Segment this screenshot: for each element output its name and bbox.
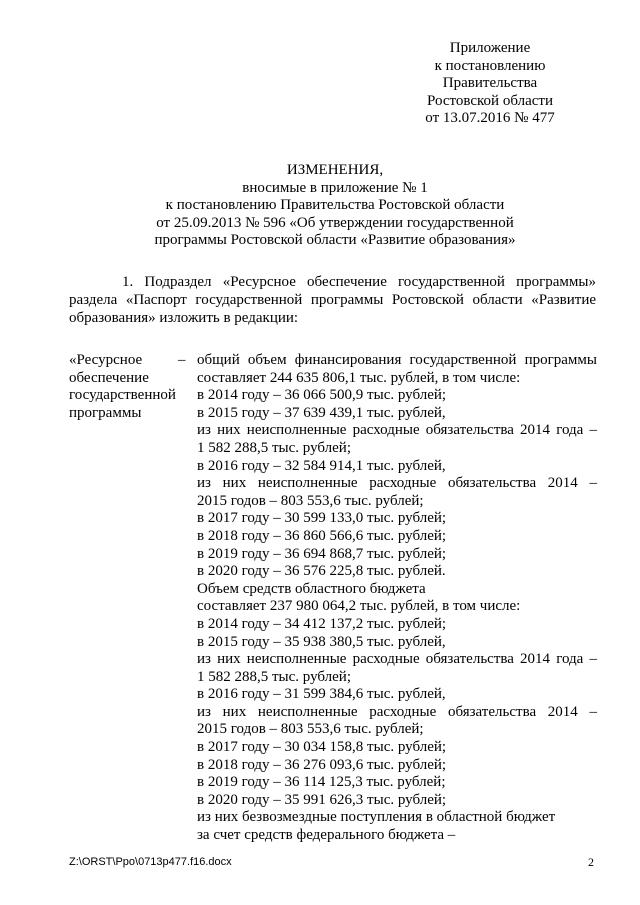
content-line: в 2016 году – 31 599 384,6 тыс. рублей,: [197, 686, 446, 703]
appendix-header: [390, 40, 590, 128]
content-line: составляет 237 980 064,2 тыс. рублей, в том числе:: [197, 598, 521, 615]
resource-label: [69, 352, 179, 422]
appendix-line: Правительства: [442, 75, 538, 92]
content-line: Объем средств областного бюджета: [197, 580, 426, 597]
content-line: в 2014 году – 34 412 137,2 тыс. рублей;: [197, 615, 447, 632]
content-line: за счет средств федерального бюджета –: [197, 827, 456, 844]
content-line: в 2014 году – 36 066 500,9 тыс. рублей;: [197, 387, 447, 404]
paragraph-line: 1. Подраздел «Ресурсное обеспечение государственной программы»: [122, 274, 596, 290]
content-line: в 2015 году – 37 639 439,1 тыс. рублей,: [197, 404, 446, 421]
content-line: из них неисполненные расходные обязательства 2014 года –: [197, 422, 597, 439]
content-line: составляет 244 635 806,1 тыс. рублей, в том числе:: [197, 369, 521, 386]
content-line: в 2015 году – 35 938 380,5 тыс. рублей,: [197, 633, 446, 650]
resource-content: [197, 352, 597, 845]
content-line: в 2019 году – 36 114 125,3 тыс. рублей;: [197, 774, 446, 791]
label-line: обеспечение: [69, 369, 149, 386]
content-line: из них неисполненные расходные обязательства 2014 –: [197, 703, 597, 720]
file-path-footer: Z:\ORST\Ppo\0713p477.f16.docx: [69, 856, 232, 868]
label-line: программы: [69, 404, 142, 421]
title-line: программы Ростовской области «Развитие образования»: [154, 232, 516, 249]
content-line: в 2017 году – 30 034 158,8 тыс. рублей;: [197, 739, 447, 756]
title-line: к постановлению Правительства Ростовской области: [165, 197, 505, 214]
content-line: из них безвозмездные поступления в областной бюджет: [197, 809, 556, 826]
appendix-line: от 13.07.2016 № 477: [425, 110, 555, 127]
content-line: в 2020 году – 36 576 225,8 тыс. рублей.: [197, 563, 446, 580]
label-line: государственной: [69, 387, 176, 404]
content-line: в 2018 году – 36 276 093,6 тыс. рублей;: [197, 756, 447, 773]
paragraph-line: образования» изложить в редакции:: [69, 310, 299, 326]
content-line: 1 582 288,5 тыс. рублей;: [197, 668, 351, 685]
label-dash: –: [178, 352, 186, 368]
content-line: 2015 годов – 803 553,6 тыс. рублей;: [197, 721, 424, 738]
content-line: в 2018 году – 36 860 566,6 тыс. рублей;: [197, 527, 447, 544]
appendix-line: Ростовской области: [427, 92, 553, 109]
appendix-line: к постановлению: [434, 57, 546, 74]
appendix-line: Приложение: [449, 40, 531, 56]
document-title: [80, 162, 590, 250]
title-heading: ИЗМЕНЕНИЯ,: [286, 162, 384, 178]
content-line: из них неисполненные расходные обязательства 2014 –: [197, 475, 597, 492]
page-number: 2: [588, 855, 594, 869]
title-line: вносимые в приложение № 1: [242, 179, 428, 196]
paragraph-line: раздела «Паспорт государственной программы Ростовской области «Развитие: [69, 292, 596, 308]
content-line: в 2019 году – 36 694 868,7 тыс. рублей;: [197, 545, 447, 562]
content-line: общий объем финансирования государственной программы: [197, 352, 597, 368]
item-1-paragraph: [69, 273, 596, 327]
content-line: 1 582 288,5 тыс. рублей;: [197, 439, 351, 456]
content-line: в 2016 году – 32 584 914,1 тыс. рублей,: [197, 457, 446, 474]
content-line: 2015 годов – 803 553,6 тыс. рублей;: [197, 492, 424, 509]
content-line: в 2020 году – 35 991 626,3 тыс. рублей;: [197, 791, 447, 808]
content-line: из них неисполненные расходные обязательства 2014 года –: [197, 651, 597, 668]
label-line: «Ресурсное: [69, 352, 143, 368]
title-line: от 25.09.2013 № 596 «Об утверждении государственной: [156, 214, 514, 231]
content-line: в 2017 году – 30 599 133,0 тыс. рублей;: [197, 510, 447, 527]
